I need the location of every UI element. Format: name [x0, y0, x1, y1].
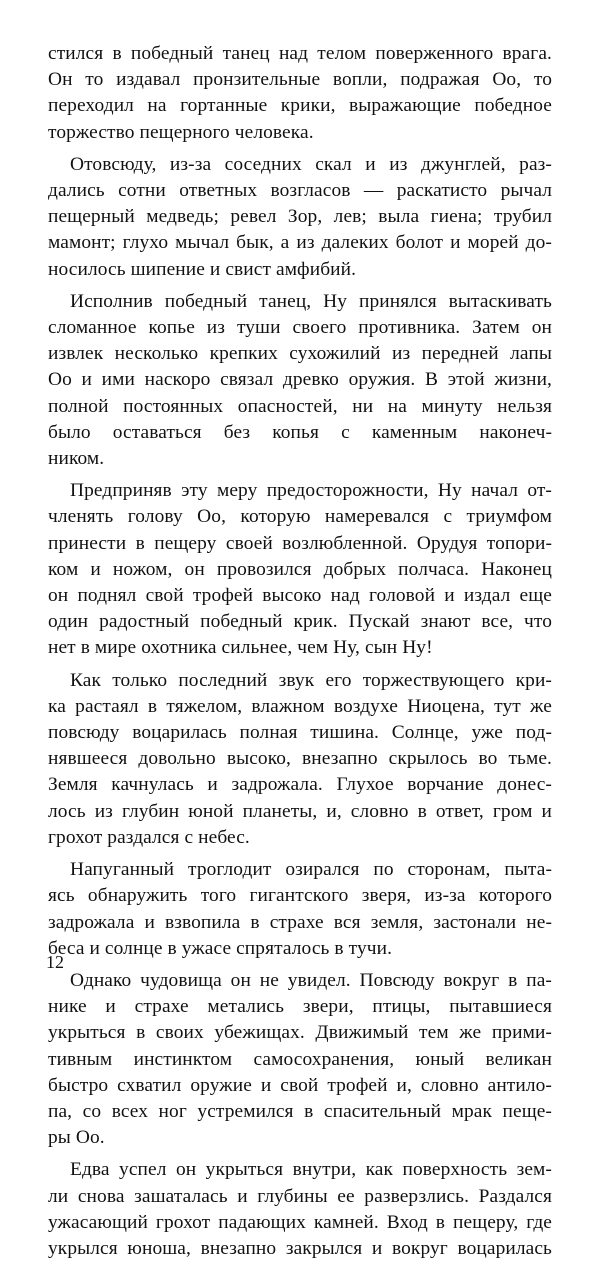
paragraph: [48, 857, 552, 962]
text-line: Напуганный троглодит озирался по сторонам, пыта-: [70, 859, 552, 881]
text-line: Предприняв эту меру предосторожности, Ну начал от-: [70, 480, 552, 502]
paragraph: [48, 668, 552, 851]
text-line: сломанное копье из туши своего противника. Затем он: [48, 317, 552, 339]
text-line: мамонт; глухо мычал бык, а из далеких болот и морей до-: [48, 232, 552, 254]
paragraph: [48, 152, 552, 283]
text-line: было оставаться без копья с каменным наконеч-: [48, 421, 552, 443]
text-line: задрожала и взвопила в страхе вся земля, застонали не-: [48, 911, 552, 933]
text-line: он поднял свой трофей высоко над головой и издал еще: [48, 585, 552, 607]
text-line: Едва успел он укрыться внутри, как поверхность зем-: [70, 1159, 552, 1181]
text-line: Как только последний звук его торжествующего кри-: [70, 669, 552, 691]
text-line: дались сотни ответных возгласов — раскатисто рычал: [48, 180, 552, 202]
text-line: ясь обнаружить того гигантского зверя, из-за которого: [48, 885, 552, 907]
text-line: переходил на гортанные крики, выражающие победное: [48, 95, 552, 117]
text-line: тивным инстинктом самосохранения, юный великан: [48, 1048, 552, 1070]
text-line: укрыться в своих убежищах. Движимый тем же прими-: [48, 1022, 552, 1044]
text-line: повсюду воцарилась полная тишина. Солнце, уже под-: [48, 722, 552, 744]
text-line: па, со всех ног устремился в спасительный мрак пеще-: [48, 1100, 552, 1122]
text-line: грохот раздался с небес.: [48, 826, 250, 848]
text-line: извлек несколько крепких сухожилий из передней лапы: [48, 343, 552, 365]
text-line: Исполнив победный танец, Ну принялся вытаскивать: [70, 290, 552, 312]
text-line: один радостный победный крик. Пускай знают все, что: [48, 611, 552, 633]
text-line: принести в пещеру своей возлюбленной. Орудуя топори-: [48, 532, 552, 554]
paragraph: [48, 1157, 552, 1262]
text-line: ком и ножом, он провозился добрых полчаса. Наконец: [48, 558, 552, 580]
text-line: нике и страхе метались звери, птицы, пытавшиеся: [48, 996, 552, 1018]
text-line: ником.: [48, 448, 105, 470]
text-line: стился в победный танец над телом поверженного врага.: [48, 43, 552, 64]
text-line: Земля качнулась и задрожала. Глухое ворчание донес-: [48, 774, 552, 796]
text-line: пещерный медведь; ревел Зор, лев; выла гиена; трубил: [48, 206, 552, 228]
text-line: нет в мире охотника сильнее, чем Ну, сын Ну!: [48, 637, 433, 659]
text-line: ка растаял в тяжелом, влажном воздухе Ниоцена, тут же: [48, 695, 552, 717]
text-line: торжество пещерного человека.: [48, 121, 314, 143]
paragraph: [48, 289, 552, 472]
paragraph: [48, 478, 552, 661]
paragraph: [48, 968, 552, 1151]
text-line: Оо и ими наскоро связал древко оружия. В этой жизни,: [48, 369, 552, 391]
text-line: полной постоянных опасностей, ни на минуту нельзя: [48, 395, 552, 417]
text-line: нявшееся довольно высоко, внезапно скрылось во тьме.: [48, 748, 552, 770]
text-line: Однако чудовища он не увидел. Повсюду вокруг в па-: [70, 969, 552, 991]
text-line: Он то издавал пронзительные вопли, подражая Оо, то: [48, 69, 552, 91]
text-line: укрылся юноша, внезапно закрылся и вокруг воцарилась: [48, 1237, 552, 1259]
text-line: ли снова зашаталась и глубины ее разверзлись. Раздался: [48, 1185, 552, 1207]
body-text: [48, 41, 552, 1268]
page-number: 12: [46, 952, 64, 972]
text-line: быстро схватил оружие и свой трофей и, словно антило-: [48, 1074, 552, 1096]
text-line: носилось шипение и свист амфибий.: [48, 258, 357, 280]
text-line: ужасающий грохот падающих камней. Вход в пещеру, где: [48, 1211, 552, 1233]
text-line: беса и солнце в ужасе спряталось в тучи.: [48, 937, 393, 959]
text-line: членять голову Оо, которую намеревался с триумфом: [48, 506, 552, 528]
text-line: ры Оо.: [48, 1127, 105, 1149]
paragraph: [48, 41, 552, 146]
text-line: Отовсюду, из-за соседних скал и из джунглей, раз-: [70, 153, 552, 175]
text-line: лось из глубин юной планеты, и, словно в ответ, гром и: [48, 800, 552, 822]
